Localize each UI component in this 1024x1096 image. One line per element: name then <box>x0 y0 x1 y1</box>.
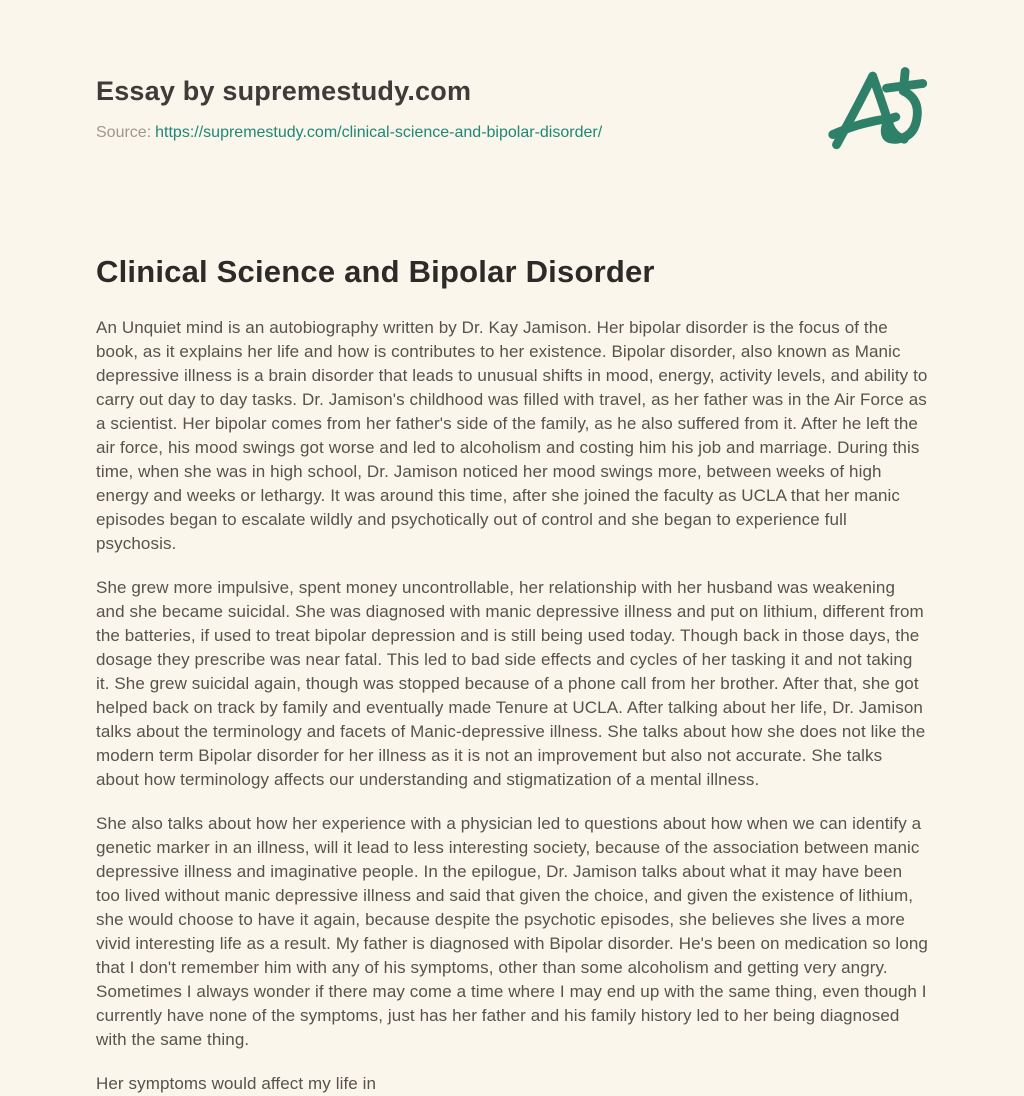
essay-byline: Essay by supremestudy.com <box>96 76 472 106</box>
source-line <box>96 124 928 142</box>
a-plus-logo-icon <box>830 62 932 170</box>
supremestudy-logo <box>830 62 932 170</box>
essay-paragraph: She also talks about how her experience with a physician led to questions about how when we can identify a genetic marker in an illness, will it lead to less interesting society, because of the association between manic depressive illness and imaginative people. In the epilogue, Dr. Jamison talks about what it may have been too lived without manic depressive illness and said that given the choice, and given the existence of lithium, she would choose to have it again, because despite the psychotic episodes, she believes she lives a more vivid interesting life as a result. My father is diagnosed with Bipolar disorder. He's been on medication so long that I don't remember him with any of his symptoms, other than some alcoholism and getting very angry. Sometimes I always wonder if there may come a time where I may end up with the same thing, even though I currently have none of the symptoms, just has her father and his family history led to her being diagnosed with the same thing. <box>96 814 928 1049</box>
source-link[interactable]: https://supremestudy.com/clinical-science-and-bipolar-disorder/ <box>155 124 603 141</box>
essay-paragraph: An Unquiet mind is an autobiography written by Dr. Kay Jamison. Her bipolar disorder is the focus of the book, as it explains her life and how is contributes to her existence. Bipolar disorder, also known as Manic depressive illness is a brain disorder that leads to unusual shifts in mood, energy, activity levels, and ability to carry out day to day tasks. Dr. Jamison's childhood was filled with travel, as her father was in the Air Force as a scientist. Her bipolar comes from her father's side of the family, as he also suffered from it. After he left the air force, his mood swings got worse and led to alcoholism and costing him his job and marriage. During this time, when she was in high school, Dr. Jamison noticed her mood swings more, between weeks of high energy and weeks or lethargy. It was around this time, after she joined the faculty as UCLA that her manic episodes began to escalate wildly and psychotically out of control and she began to experience full psychosis. <box>96 318 928 553</box>
essay-title: Clinical Science and Bipolar Disorder <box>96 254 655 289</box>
document-header <box>96 76 928 142</box>
essay-body <box>96 316 928 1096</box>
essay-paragraph: Her symptoms would affect my life in <box>96 1074 377 1093</box>
source-label: Source: <box>96 124 152 141</box>
essay-paragraph: She grew more impulsive, spent money uncontrollable, her relationship with her husband was weakening and she became suicidal. She was diagnosed with manic depressive illness and put on lithium, different from the batteries, if used to treat bipolar depression and is still being used today. Though back in those days, the dosage they prescribe was near fatal. This led to bad side effects and cycles of her tasking it and not taking it. She grew suicidal again, though was stopped because of a phone call from her brother. After that, she got helped back on track by family and eventually made Tenure at UCLA. After talking about her life, Dr. Jamison talks about the terminology and facets of Manic-depressive illness. She talks about how she does not like the modern term Bipolar disorder for her illness as it is not an improvement but also not accurate. She talks about how terminology affects our understanding and stigmatization of a mental illness. <box>96 578 926 789</box>
